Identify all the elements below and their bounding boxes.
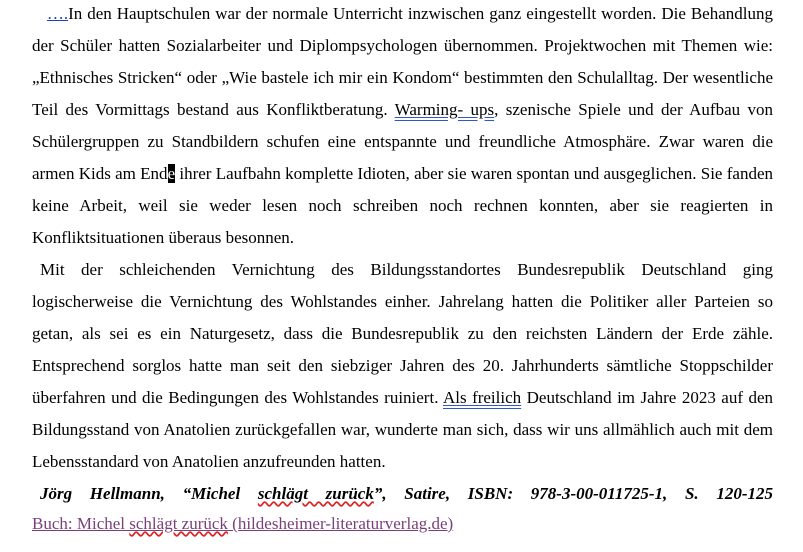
grammar-flag[interactable]: Warming- ups xyxy=(394,100,495,119)
text-cursor-selection: e xyxy=(167,164,176,183)
link-text[interactable]: (hildesheimer-literaturverlag.de) xyxy=(227,514,454,533)
spelling-flag[interactable]: schlägt zurück xyxy=(257,484,374,503)
book-citation xyxy=(32,478,773,510)
paragraph-hauptschulen xyxy=(32,0,773,254)
spelling-flag[interactable]: schlägt zurück xyxy=(129,514,228,533)
paragraph-bildungsstandort xyxy=(32,254,773,478)
citation-text: ”, Satire, ISBN: 978-3-00-011725-1, S. 120-125 xyxy=(373,484,773,503)
book-link[interactable] xyxy=(32,510,773,538)
document-page xyxy=(32,0,773,538)
paragraph-text: , szenische Spiele und der Aufbau von Schülergruppen zu Standbildern schufen eine entspannte und freundliche Atmosphäre. Zwar waren die armen Kids am End xyxy=(32,100,773,183)
paragraph-text: Deutschland im Jahre 2023 auf den Bildungsstand von Anatolien zurückgefallen war, wunderte man sich, dass wir uns allmählich auch mit dem Lebensstandard von Anatolien anzufreunden hatten. xyxy=(32,388,774,471)
paragraph-text: In den Hauptschulen war der normale Unterricht inzwischen ganz eingestellt worden. Die Behandlung der Schüler hatten Sozialarbeiter und Diplompsychologen übernommen. Projektwochen mit Themen wie: „Ethnisches Stricken“ oder „Wie bastele ich mir ein Kondom“ bestimmten den Schulalltag. Der wesentliche Teil des Vormittags bestand aus Konfliktberatung. xyxy=(32,4,773,119)
grammar-flag[interactable]: Als freilich xyxy=(442,388,522,407)
ellipsis-link[interactable]: …. xyxy=(46,4,69,23)
paragraph-text: Mit der schleichenden Vernichtung des Bildungsstandortes Bundesrepublik Deutschland ging logischerweise die Vernichtung des Wohlstandes einher. Jahrelang hatten die Politiker aller Parteien so getan, als sei es ein Naturgesetz, dass die Bundesrepublik zu den reichsten Ländern der Erde zähle. Entsprechend sorglos hatte man seit den siebziger Jahren des 20. Jahrhunderts sämtliche Stoppschilder überfahren und die Bedingungen des Wohlstandes ruiniert. xyxy=(32,260,773,407)
citation-text: Jörg Hellmann, “Michel xyxy=(40,484,258,503)
link-text[interactable]: Buch: Michel xyxy=(32,514,130,533)
paragraph-text: ihrer Laufbahn komplette Idioten, aber sie waren spontan und ausgeglichen. Sie fanden keine Arbeit, weil sie weder lesen noch schreiben noch rechnen konnten, aber sie reagierten in Konfliktsituationen überaus besonnen. xyxy=(32,164,773,247)
